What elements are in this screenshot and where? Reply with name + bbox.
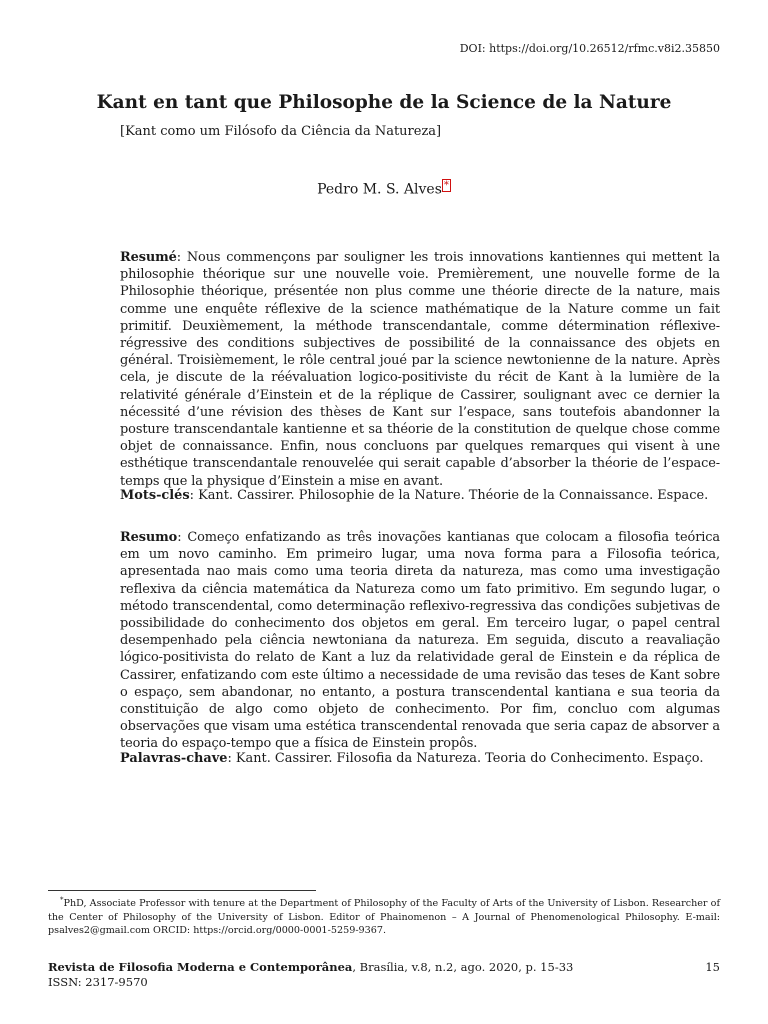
author-name: Pedro M. S. Alves [317, 181, 442, 198]
journal-footer [48, 960, 573, 990]
author-footnote-link[interactable]: * [443, 180, 449, 191]
doi-link[interactable]: DOI: https://doi.org/10.26512/rfmc.v8i2.35850 [459, 42, 720, 55]
keywords-french-label: Mots-clés [120, 488, 190, 503]
keywords-portuguese [120, 750, 720, 767]
article-title: Kant en tant que Philosophe de la Science de la Nature [96, 92, 672, 113]
abstract-portuguese [120, 529, 720, 753]
journal-citation [48, 960, 573, 975]
article-subtitle: [Kant como um Filósofo da Ciência da Natureza] [120, 124, 442, 139]
keywords-portuguese-label: Palavras-chave [120, 751, 228, 766]
page-number: 15 [705, 960, 720, 974]
footnote-text: PhD, Associate Professor with tenure at the Department of Philosophy of the Faculty of Arts of the University of Lisbon. Researcher of the Center of Philosophy of the University of Lisbon. Editor of Phainomenon – A Journal of Phenomenological Philosophy. E-mail: psalves2@gmail.com ORCID: https://orcid.org/0000-0001-5259-9367. [48, 898, 720, 937]
journal-name: Revista de Filosofia Moderna e Contemporânea [48, 960, 353, 974]
author-footnote [48, 894, 720, 938]
abstract-portuguese-label: Resumo [120, 530, 178, 545]
abstract-french-text: : Nous commençons par souligner les trois innovations kantiennes qui mettent la philosophie théorique sur une nouvelle voie. Premièrement, une nouvelle forme de la Philosophie théorique, présentée non plus comme une théorie directe de la nature, mais comme une enquête réflexive de la science mathématique de la Nature comme un fait primitif. Deuxièmement, la méthode transcendantale, comme détermination réflexive-régressive des conditions subjectives de possibilité de la connaissance des objets en général. Troisièmement, le rôle central joué par la science newtonienne de la nature. Après cela, je discute de la réévaluation logico-positiviste du récit de Kant à la lumière de la relativité générale d’Einstein et de la réplique de Cassirer, soulignant avec ce dernier la nécessité d’une révision des thèses de Kant sur l’espace, sans toutefois abandonner la posture transcendantale kantienne et sa théorie de la constitution de quelque chose comme objet de connaissance. Enfin, nous concluons par quelques remarques qui visent à une esthétique transcendantale renouvelée qui serait capable d’absorber la théorie de l’espace-temps que la physique d’Einstein a mise en avant. [120, 250, 720, 489]
abstract-portuguese-text: : Começo enfatizando as três inovações kantianas que colocam a filosofia teórica em um novo caminho. Em primeiro lugar, uma nova forma para a Filosofia teórica, apresentada nao mais como uma teoria direta da natureza, mas como uma investigação reflexiva da ciência matemática da Natureza como um fato primitivo. Em segundo lugar, o método transcendental, como determinação reflexivo-regressiva das condições subjetivas de possibilidade do conhecimento dos objetos em geral. Em terceiro lugar, o papel central desempenhado pela ciência newtoniana da natureza. Em seguida, discuto a reavaliação lógico-positivista do relato de Kant a luz da relatividade geral de Einstein e da réplica de Cassirer, enfatizando com este último a necessidade de uma revisão das teses de Kant sobre o espaço, sem abandonar, no entanto, a postura transcendental kantiana e sua teoria da constituição de algo como objeto de conhecimento. Por fim, concluo com algumas observações que visam uma estética transcendental renovada que seria capaz de absorver a teoria do espaço-tempo que a física de Einstein propôs. [120, 530, 720, 752]
journal-details: , Brasília, v.8, n.2, ago. 2020, p. 15-33 [352, 960, 574, 974]
footnote-divider [48, 890, 316, 891]
keywords-french-text: : Kant. Cassirer. Philosophie de la Nature. Théorie de la Connaissance. Espace. [189, 488, 709, 503]
journal-issn: ISSN: 2317-9570 [48, 975, 148, 989]
author-line [0, 181, 768, 198]
keywords-french [120, 487, 720, 504]
abstract-french-label: Resumé [120, 250, 177, 265]
footnote-mark: * [60, 896, 64, 904]
abstract-french [120, 249, 720, 490]
keywords-portuguese-text: : Kant. Cassirer. Filosofia da Natureza. Teoria do Conhecimento. Espaço. [227, 751, 704, 766]
